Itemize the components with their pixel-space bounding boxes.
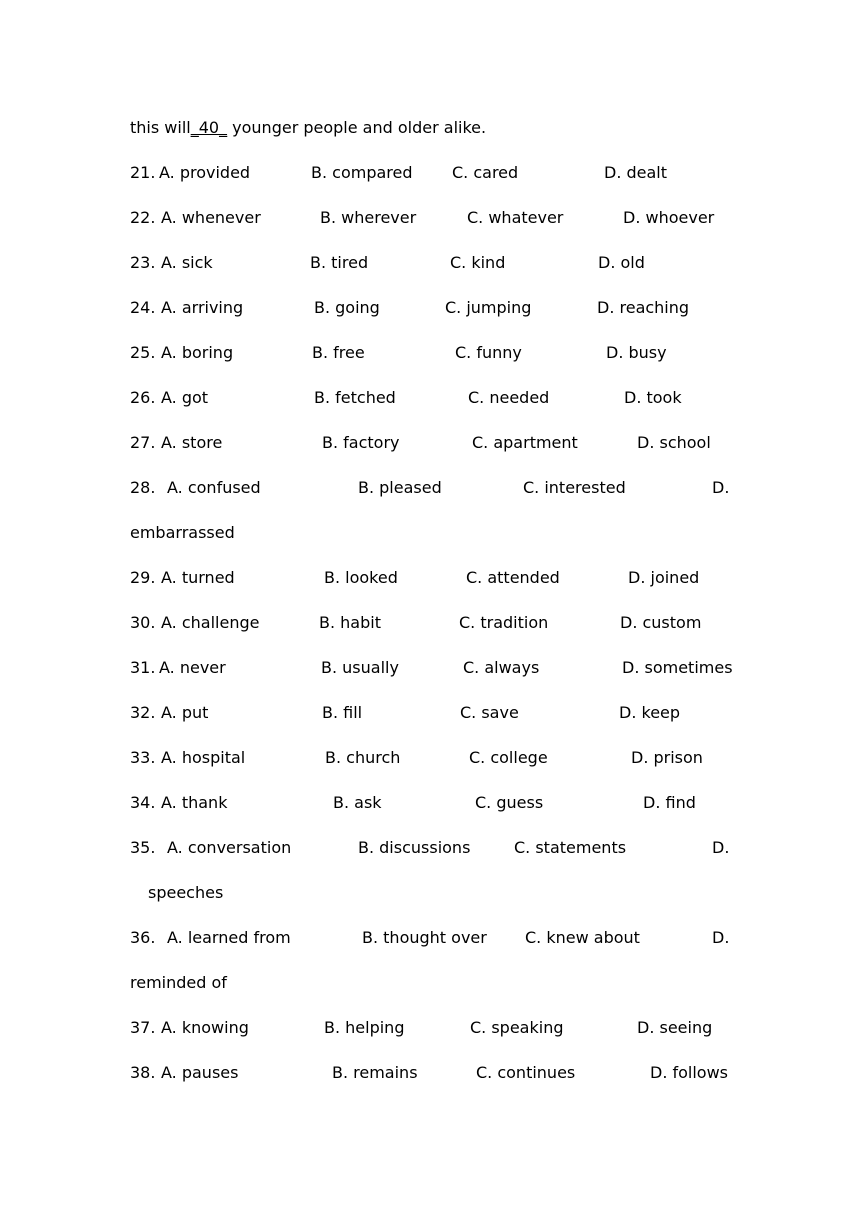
question-32 <box>0 701 860 725</box>
option-c: C. whatever <box>467 208 564 227</box>
option-a: A. confused <box>167 478 261 497</box>
option-b: B. going <box>314 298 380 317</box>
option-d: D. prison <box>631 748 703 767</box>
option-b: B. fetched <box>314 388 396 407</box>
question-number: 38. <box>130 1063 156 1082</box>
option-a: A. sick <box>161 253 213 272</box>
option-c: C. kind <box>450 253 506 272</box>
option-d: D. <box>712 928 730 947</box>
question-28-continued <box>0 521 860 545</box>
option-d: D. dealt <box>604 163 668 182</box>
option-c: C. college <box>469 748 548 767</box>
option-a: A. put <box>161 703 209 722</box>
question-36-continued <box>0 971 860 995</box>
option-a: A. challenge <box>161 613 260 632</box>
question-23 <box>0 251 860 275</box>
question-number: 23. <box>130 253 156 272</box>
question-26 <box>0 386 860 410</box>
option-a: A. turned <box>161 568 235 587</box>
question-number: 33. <box>130 748 156 767</box>
question-25 <box>0 341 860 365</box>
option-c: C. funny <box>455 343 522 362</box>
question-number: 35. <box>130 838 156 857</box>
question-35 <box>0 836 860 860</box>
option-d: D. took <box>624 388 682 407</box>
option-d: D. find <box>643 793 696 812</box>
option-a: A. got <box>161 388 209 407</box>
option-d-text: embarrassed <box>130 523 235 542</box>
intro-after: younger people and older alike. <box>227 118 487 137</box>
option-d: D. reaching <box>597 298 690 317</box>
question-number: 34. <box>130 793 156 812</box>
option-a: A. learned from <box>167 928 291 947</box>
option-d: D. seeing <box>637 1018 713 1037</box>
question-36 <box>0 926 860 950</box>
question-34 <box>0 791 860 815</box>
option-a: A. hospital <box>161 748 246 767</box>
question-number: 32. <box>130 703 156 722</box>
question-33 <box>0 746 860 770</box>
option-b: B. free <box>312 343 365 362</box>
question-31 <box>0 656 860 680</box>
question-27 <box>0 431 860 455</box>
question-number: 27. <box>130 433 156 452</box>
intro-line <box>0 116 860 140</box>
option-d: D. custom <box>620 613 702 632</box>
option-b: B. fill <box>322 703 363 722</box>
option-a: A. arriving <box>161 298 244 317</box>
question-35-continued <box>0 881 860 905</box>
option-c: C. knew about <box>525 928 640 947</box>
option-d: D. keep <box>619 703 681 722</box>
option-d: D. follows <box>650 1063 729 1082</box>
option-c: C. guess <box>475 793 544 812</box>
option-c: C. cared <box>452 163 519 182</box>
option-d: D. old <box>598 253 645 272</box>
question-number: 26. <box>130 388 156 407</box>
option-a: A. pauses <box>161 1063 239 1082</box>
question-number: 24. <box>130 298 156 317</box>
question-number: 37. <box>130 1018 156 1037</box>
option-d: D. <box>712 838 730 857</box>
option-a: A. provided <box>159 163 251 182</box>
option-c: C. continues <box>476 1063 576 1082</box>
option-d: D. <box>712 478 730 497</box>
option-b: B. remains <box>332 1063 418 1082</box>
option-b: B. thought over <box>362 928 487 947</box>
question-number: 29. <box>130 568 156 587</box>
option-d: D. busy <box>606 343 667 362</box>
option-c: C. jumping <box>445 298 532 317</box>
question-24 <box>0 296 860 320</box>
question-29 <box>0 566 860 590</box>
option-a: A. store <box>161 433 223 452</box>
question-number: 25. <box>130 343 156 362</box>
question-38 <box>0 1061 860 1085</box>
question-37 <box>0 1016 860 1040</box>
option-d: D. school <box>637 433 711 452</box>
option-b: B. pleased <box>358 478 442 497</box>
option-a: A. whenever <box>161 208 261 227</box>
option-d: D. whoever <box>623 208 715 227</box>
option-c: C. attended <box>466 568 560 587</box>
option-b: B. factory <box>322 433 400 452</box>
option-c: C. save <box>460 703 519 722</box>
question-number: 28. <box>130 478 156 497</box>
option-a: A. thank <box>161 793 228 812</box>
option-c: C. speaking <box>470 1018 564 1037</box>
option-a: A. conversation <box>167 838 292 857</box>
option-b: B. compared <box>311 163 413 182</box>
option-b: B. habit <box>319 613 381 632</box>
option-d-text: reminded of <box>130 973 227 992</box>
question-22 <box>0 206 860 230</box>
intro-before: this will <box>130 118 191 137</box>
blank-40: _40_ <box>190 118 228 137</box>
option-a: A. never <box>159 658 226 677</box>
question-number: 31. <box>130 658 156 677</box>
option-c: C. apartment <box>472 433 578 452</box>
option-b: B. ask <box>333 793 382 812</box>
option-b: B. wherever <box>320 208 417 227</box>
option-c: C. statements <box>514 838 627 857</box>
option-b: B. usually <box>321 658 399 677</box>
option-a: A. knowing <box>161 1018 249 1037</box>
question-number: 36. <box>130 928 156 947</box>
question-21 <box>0 161 860 185</box>
option-b: B. discussions <box>358 838 471 857</box>
option-b: B. helping <box>324 1018 405 1037</box>
question-number: 21. <box>130 163 156 182</box>
option-c: C. always <box>463 658 540 677</box>
question-28 <box>0 476 860 500</box>
option-b: B. tired <box>310 253 369 272</box>
option-d: D. joined <box>628 568 700 587</box>
option-c: C. tradition <box>459 613 549 632</box>
question-number: 30. <box>130 613 156 632</box>
option-c: C. needed <box>468 388 550 407</box>
option-a: A. boring <box>161 343 234 362</box>
option-d-text: speeches <box>148 883 224 902</box>
question-30 <box>0 611 860 635</box>
option-b: B. looked <box>324 568 398 587</box>
option-c: C. interested <box>523 478 626 497</box>
option-b: B. church <box>325 748 401 767</box>
question-number: 22. <box>130 208 156 227</box>
option-d: D. sometimes <box>622 658 733 677</box>
